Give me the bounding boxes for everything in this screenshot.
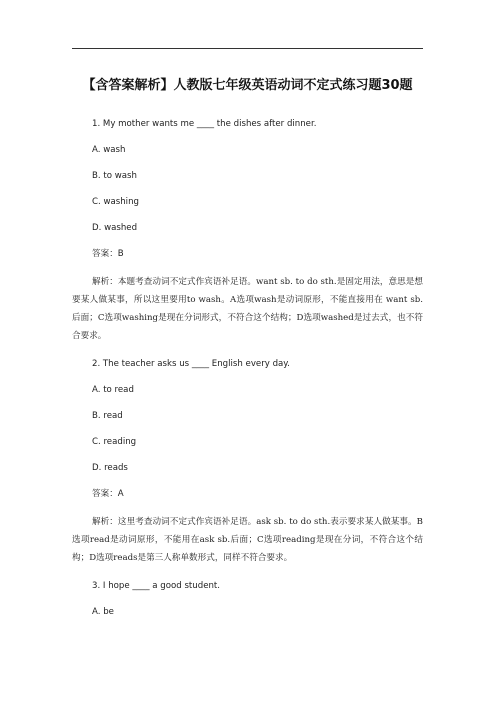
answer-text: 答案：A — [92, 489, 124, 499]
option-a: A. be — [92, 607, 114, 617]
question-block — [72, 357, 423, 567]
option-d: D. reads — [92, 463, 128, 473]
option-a: A. to read — [92, 385, 134, 395]
option-b: B. to wash — [92, 171, 137, 181]
explanation-text: 解析：这里考查动词不定式作宾语补足语。ask sb. to do sth.表示要求某人做某事。B选项read是动词原形，不能用在ask sb.后面；C选项reading是现在分词，不符合这个结构；D选项reads是第三人称单数形式，同样不符合要求。 — [72, 517, 423, 563]
header-rule — [72, 48, 423, 49]
option-b: B. read — [92, 411, 123, 421]
answer-text: 答案：B — [92, 249, 124, 259]
option-d: D. washed — [92, 223, 138, 233]
question-block — [72, 117, 423, 345]
question-text: 1. My mother wants me ____ the dishes after dinner. — [92, 119, 317, 129]
explanation-text: 解析：本题考查动词不定式作宾语补足语。want sb. to do sth.是固定用法，意思是想要某人做某事，所以这里要用to wash。A选项wash是动词原形，不能直接用在 want sb.后面；C选项washing是现在分词形式，不符合这个结构；D选项washed是过去式，也不符合要求。 — [72, 277, 423, 341]
document-title: 【含答案解析】人教版七年级英语动词不定式练习题30题 — [82, 78, 413, 93]
option-c: C. washing — [92, 197, 139, 207]
question-text: 3. I hope ____ a good student. — [92, 581, 221, 591]
option-a: A. wash — [92, 145, 126, 155]
option-c: C. reading — [92, 437, 137, 447]
question-text: 2. The teacher asks us ____ English every day. — [92, 359, 290, 369]
question-block — [92, 579, 423, 619]
question-list — [72, 117, 423, 619]
